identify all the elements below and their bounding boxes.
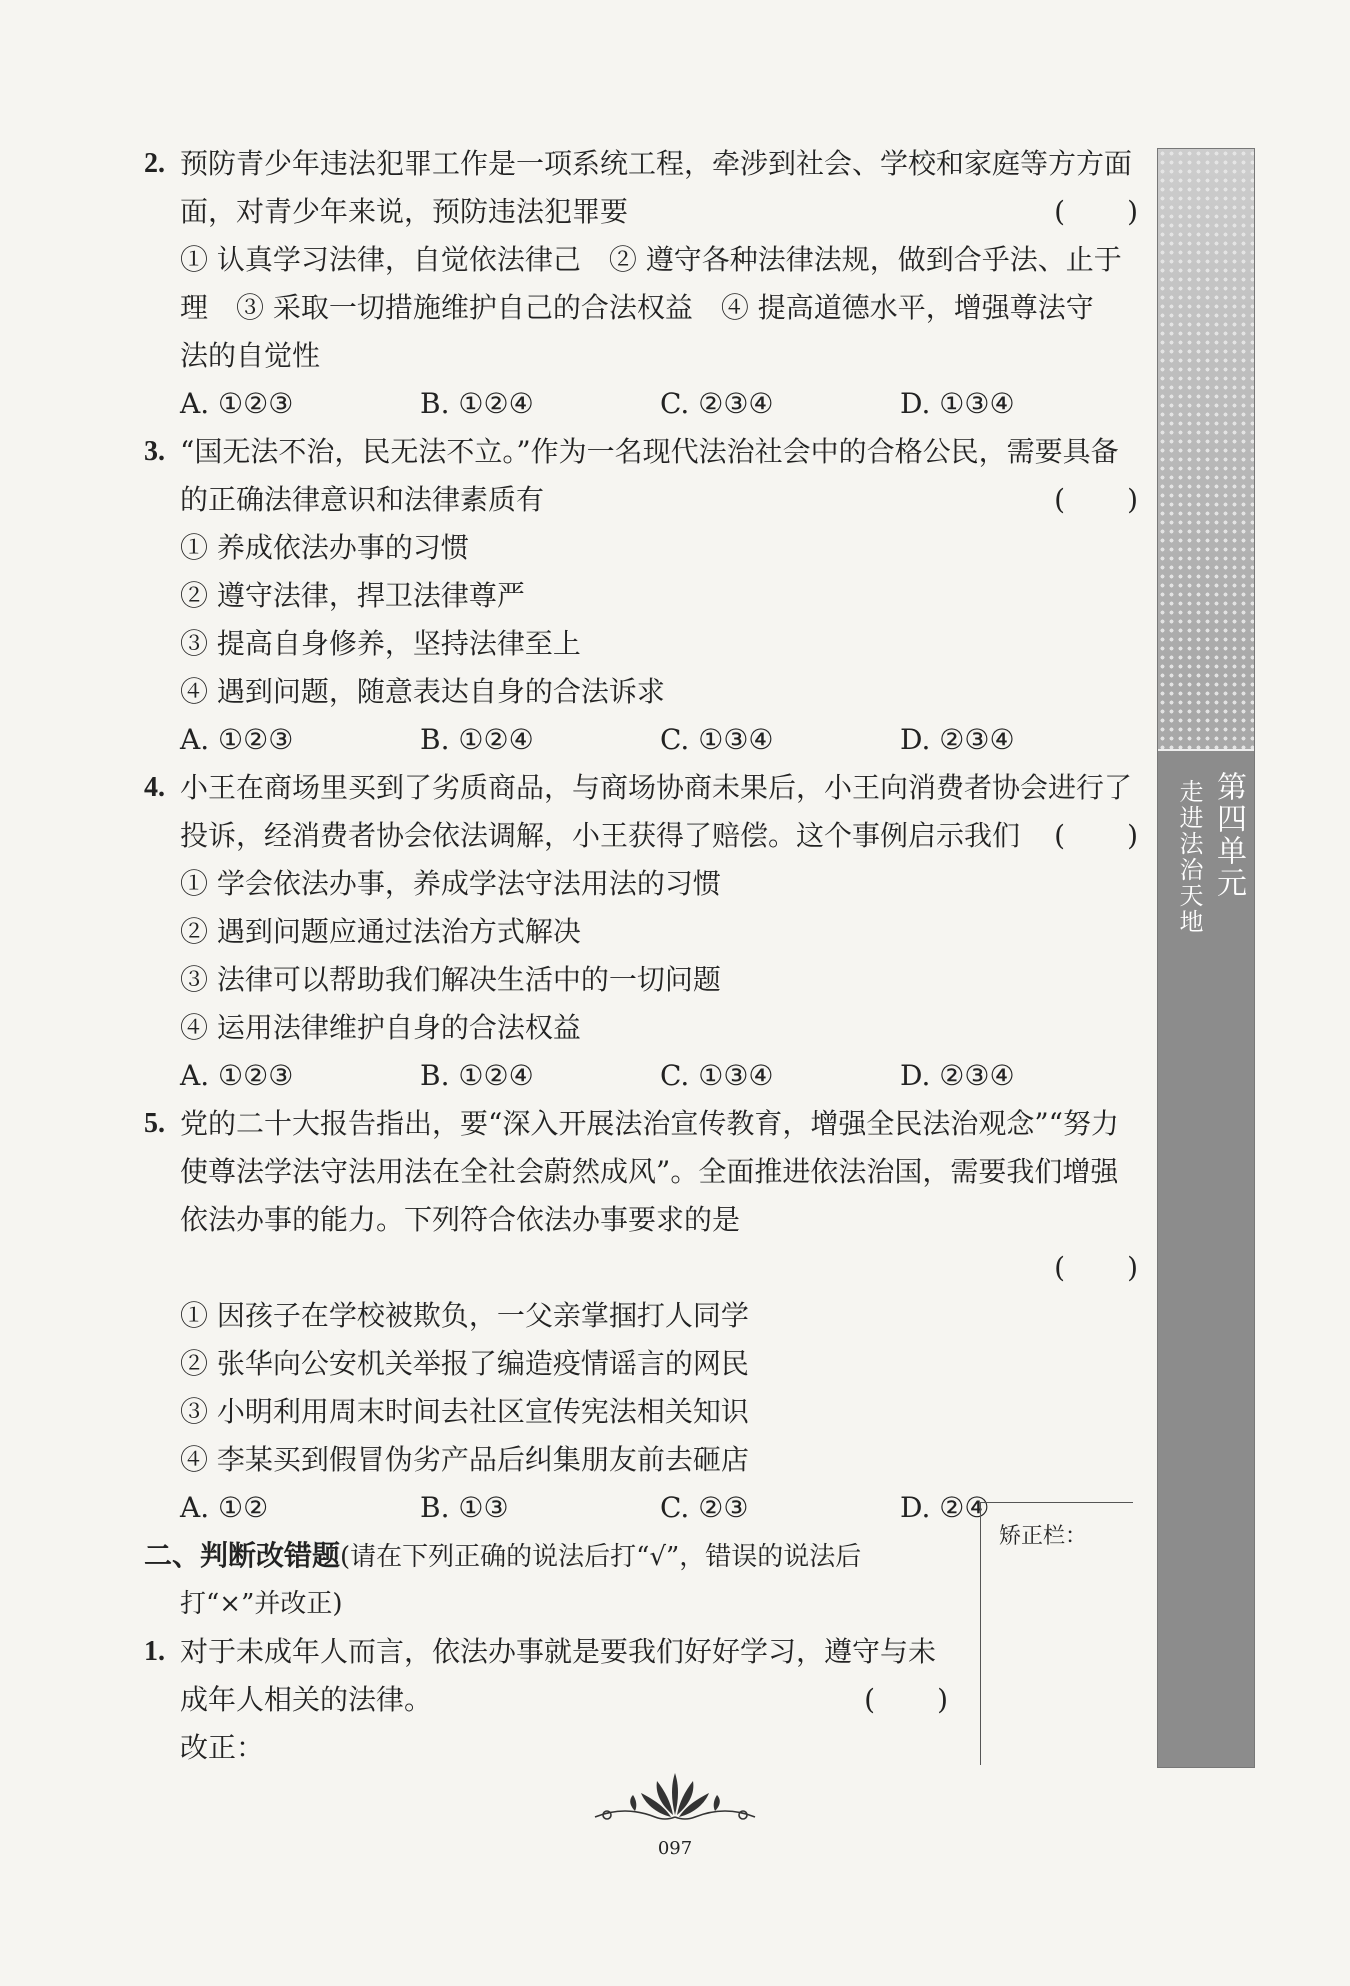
question-5: [144, 1100, 1140, 1532]
statement-text: ② 张华向公安机关举报了编造疫情谣言的网民: [180, 1347, 749, 1380]
question-text: 面，对青少年来说，预防违法犯罪要: [180, 195, 629, 228]
section-instruction: (请在下列正确的说法后打“√”，错误的说法后: [340, 1542, 862, 1572]
question-text: 投诉，经消费者协会依法调解，小王获得了赔偿。这个事例启示我们: [180, 819, 1021, 852]
option-d[interactable]: D. ②③④: [900, 1059, 1015, 1092]
divider: [1158, 749, 1254, 751]
option-a[interactable]: A. ①②③: [180, 387, 294, 420]
option-b[interactable]: B. ①②④: [420, 1059, 534, 1092]
statement-text: ③ 提高自身修养，坚持法律至上: [180, 627, 581, 660]
question-text: 成年人相关的法律。: [180, 1683, 433, 1716]
option-d[interactable]: D. ①③④: [900, 387, 1015, 420]
question-text: 对于未成年人而言，依法办事就是要我们好好学习，遵守与未: [180, 1635, 937, 1668]
option-c[interactable]: C. ①③④: [660, 1059, 774, 1092]
option-a[interactable]: A. ①②: [180, 1491, 269, 1524]
question-text: 的正确法律意识和法律素质有: [180, 483, 545, 516]
statement-text: 理 ③ 采取一切措施维护自己的合法权益 ④ 提高道德水平，增强尊法守: [180, 291, 1094, 324]
statement-text: ④ 李某买到假冒伪劣产品后纠集朋友前去砸店: [180, 1443, 749, 1476]
option-a[interactable]: A. ①②③: [180, 723, 294, 756]
unit-side-tab: [1157, 148, 1255, 1768]
page-number: 097: [657, 1838, 693, 1859]
correction-label: 改正：: [180, 1731, 265, 1764]
unit-title: 走进法治天地: [1175, 779, 1203, 935]
question-3: [144, 428, 1140, 764]
option-b[interactable]: B. ①②④: [420, 723, 534, 756]
statement-text: 法的自觉性: [180, 339, 321, 372]
section-instruction: 打“×”并改正): [180, 1589, 343, 1619]
question-number: 1.: [144, 1636, 165, 1667]
answer-parentheses[interactable]: ( ): [864, 1683, 950, 1716]
question-number: 3.: [144, 436, 165, 467]
option-b[interactable]: B. ①③: [420, 1491, 509, 1524]
question-number: 4.: [144, 772, 165, 803]
statement-text: ③ 法律可以帮助我们解决生活中的一切问题: [180, 963, 721, 996]
statement-text: ② 遇到问题应通过法治方式解决: [180, 915, 581, 948]
unit-label: 第四单元: [1211, 771, 1246, 899]
correction-column[interactable]: [980, 1502, 1133, 1765]
question-4: [144, 764, 1140, 1100]
option-c[interactable]: C. ②③: [660, 1491, 749, 1524]
statement-text: ① 因孩子在学校被欺负，一父亲掌掴打人同学: [180, 1299, 749, 1332]
question-number: 5.: [144, 1108, 165, 1139]
option-b[interactable]: B. ①②④: [420, 387, 534, 420]
options-row: [180, 1052, 1140, 1100]
statement-text: ③ 小明利用周末时间去社区宣传宪法相关知识: [180, 1395, 749, 1428]
statement-text: ① 养成依法办事的习惯: [180, 531, 469, 564]
option-c[interactable]: C. ①③④: [660, 723, 774, 756]
answer-parentheses[interactable]: ( ): [1054, 195, 1140, 228]
statement-text: ④ 遇到问题，随意表达自身的合法诉求: [180, 675, 665, 708]
question-text: 使尊法学法守法用法在全社会蔚然成风”。全面推进依法治国，需要我们增强: [180, 1155, 1119, 1188]
section-true-false: [144, 1532, 950, 1772]
answer-parentheses[interactable]: ( ): [1054, 1251, 1140, 1284]
question-number: 2.: [144, 148, 165, 179]
section-heading: 二、判断改错题: [144, 1539, 341, 1572]
question-text: 依法办事的能力。下列符合依法办事要求的是: [180, 1203, 741, 1236]
options-row: [180, 380, 1140, 428]
correction-column-label: 矫正栏：: [999, 1524, 1088, 1549]
option-d[interactable]: D. ②④: [900, 1491, 990, 1524]
question-text: 小王在商场里买到了劣质商品，与商场协商未果后，小王向消费者协会进行了: [180, 771, 1133, 804]
question-text: “国无法不治，民无法不立。”作为一名现代法治社会中的合格公民，需要具备: [180, 435, 1119, 468]
question-2: [144, 140, 1140, 428]
option-c[interactable]: C. ②③④: [660, 387, 774, 420]
statement-text: ② 遵守法律，捍卫法律尊严: [180, 579, 525, 612]
statement-text: ① 学会依法办事，养成学法守法用法的习惯: [180, 867, 721, 900]
statement-text: ④ 运用法律维护自身的合法权益: [180, 1011, 581, 1044]
answer-parentheses[interactable]: ( ): [1054, 819, 1140, 852]
answer-parentheses[interactable]: ( ): [1054, 483, 1140, 516]
question-text: 预防青少年违法犯罪工作是一项系统工程，牵涉到社会、学校和家庭等方方面: [180, 147, 1133, 180]
options-row: [180, 716, 1140, 764]
statement-text: ① 认真学习法律，自觉依法律己 ② 遵守各种法律法规，做到合乎法、止于: [180, 243, 1122, 276]
option-d[interactable]: D. ②③④: [900, 723, 1015, 756]
option-a[interactable]: A. ①②③: [180, 1059, 294, 1092]
footer-ornament-icon: [585, 1765, 765, 1835]
question-text: 党的二十大报告指出，要“深入开展法治宣传教育，增强全民法治观念”“努力: [180, 1107, 1119, 1140]
